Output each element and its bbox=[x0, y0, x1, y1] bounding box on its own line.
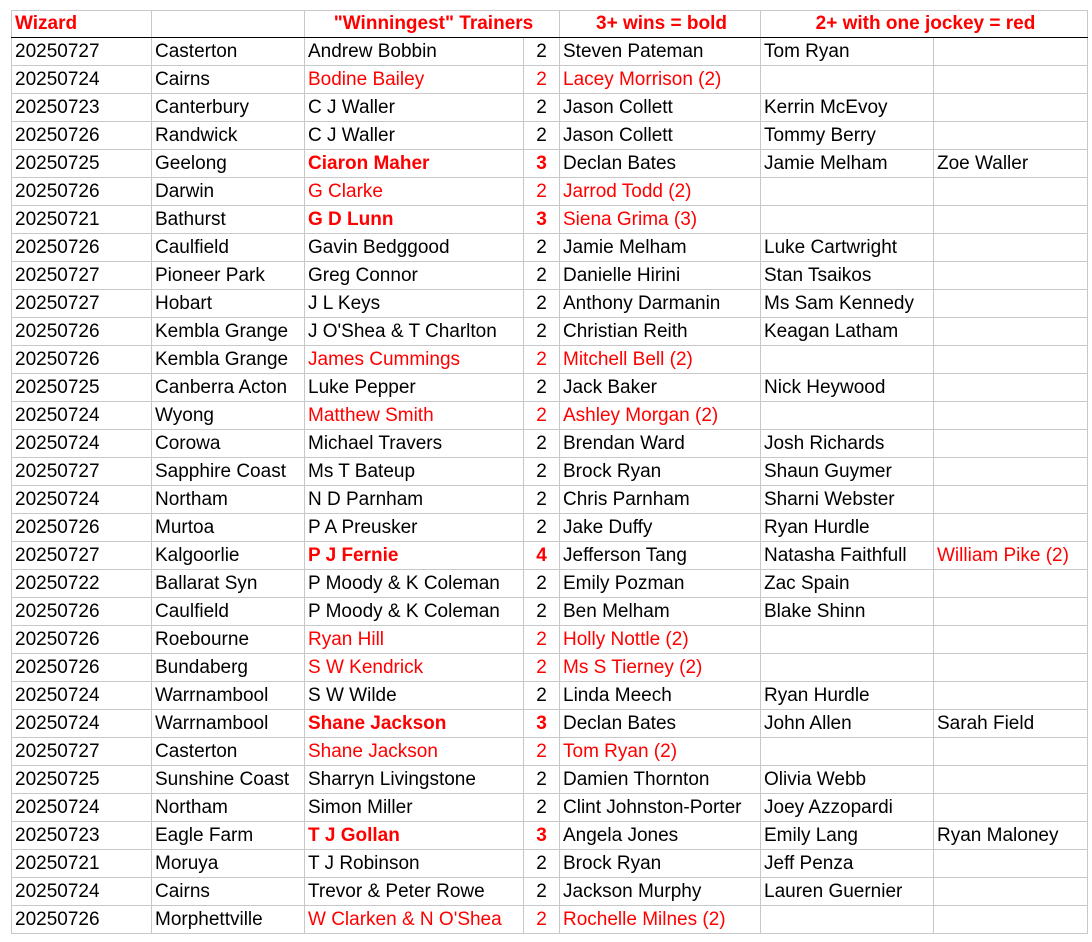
jockey-1-cell[interactable]: Anthony Darmanin bbox=[560, 290, 761, 318]
trainer-cell[interactable]: P Moody & K Coleman bbox=[305, 570, 524, 598]
wins-cell[interactable]: 2 bbox=[524, 794, 560, 822]
track-cell[interactable]: Moruya bbox=[152, 850, 305, 878]
jockey-1-cell[interactable]: Jason Collett bbox=[560, 94, 761, 122]
table-row bbox=[12, 38, 1088, 66]
track-cell[interactable]: Ballarat Syn bbox=[152, 570, 305, 598]
jockey-3-cell[interactable] bbox=[934, 850, 1088, 878]
jockey-3-cell[interactable] bbox=[934, 374, 1088, 402]
date-cell[interactable]: 20250726 bbox=[12, 234, 152, 262]
jockey-3-cell[interactable] bbox=[934, 402, 1088, 430]
jockey-2-cell[interactable] bbox=[761, 178, 934, 206]
jockey-3-cell[interactable] bbox=[934, 94, 1088, 122]
wins-cell[interactable]: 4 bbox=[524, 542, 560, 570]
jockey-3-cell[interactable] bbox=[934, 794, 1088, 822]
trainer-cell[interactable]: Bodine Bailey bbox=[305, 66, 524, 94]
trainer-cell[interactable]: Shane Jackson bbox=[305, 738, 524, 766]
track-cell[interactable]: Corowa bbox=[152, 430, 305, 458]
table-row bbox=[12, 906, 1088, 934]
jockey-3-cell[interactable] bbox=[934, 346, 1088, 374]
jockey-3-cell[interactable] bbox=[934, 682, 1088, 710]
wins-cell[interactable]: 2 bbox=[524, 654, 560, 682]
jockey-3-cell[interactable] bbox=[934, 38, 1088, 66]
jockey-2-cell[interactable]: Jamie Melham bbox=[761, 150, 934, 178]
jockey-2-cell[interactable] bbox=[761, 626, 934, 654]
track-cell[interactable]: Geelong bbox=[152, 150, 305, 178]
trainer-cell[interactable]: Simon Miller bbox=[305, 794, 524, 822]
jockey-1-cell[interactable]: Steven Pateman bbox=[560, 38, 761, 66]
jockey-3-cell[interactable] bbox=[934, 766, 1088, 794]
wins-cell[interactable]: 2 bbox=[524, 626, 560, 654]
track-cell[interactable]: Kalgoorlie bbox=[152, 542, 305, 570]
jockey-2-cell[interactable]: Stan Tsaikos bbox=[761, 262, 934, 290]
wins-cell[interactable]: 2 bbox=[524, 682, 560, 710]
date-cell[interactable]: 20250724 bbox=[12, 402, 152, 430]
wins-cell[interactable]: 2 bbox=[524, 66, 560, 94]
jockey-3-cell[interactable] bbox=[934, 514, 1088, 542]
header-red-rule[interactable]: 2+ with one jockey = red bbox=[761, 11, 1088, 38]
wins-cell[interactable]: 2 bbox=[524, 94, 560, 122]
trainer-cell[interactable]: S W Wilde bbox=[305, 682, 524, 710]
jockey-2-cell[interactable]: Ryan Hurdle bbox=[761, 682, 934, 710]
track-cell[interactable]: Sunshine Coast bbox=[152, 766, 305, 794]
jockey-1-cell[interactable]: Brendan Ward bbox=[560, 430, 761, 458]
jockey-3-cell[interactable] bbox=[934, 878, 1088, 906]
wins-cell[interactable]: 3 bbox=[524, 150, 560, 178]
wins-cell[interactable]: 2 bbox=[524, 346, 560, 374]
jockey-1-cell[interactable]: Jack Baker bbox=[560, 374, 761, 402]
jockey-1-cell[interactable]: Damien Thornton bbox=[560, 766, 761, 794]
date-cell[interactable]: 20250723 bbox=[12, 94, 152, 122]
track-cell[interactable]: Roebourne bbox=[152, 626, 305, 654]
jockey-1-cell[interactable]: Declan Bates bbox=[560, 710, 761, 738]
date-cell[interactable]: 20250726 bbox=[12, 598, 152, 626]
jockey-1-cell[interactable]: Jefferson Tang bbox=[560, 542, 761, 570]
table-row bbox=[12, 878, 1088, 906]
trainer-cell[interactable]: Michael Travers bbox=[305, 430, 524, 458]
track-cell[interactable]: Warrnambool bbox=[152, 682, 305, 710]
jockey-1-cell[interactable]: Rochelle Milnes (2) bbox=[560, 906, 761, 934]
track-cell[interactable]: Caulfield bbox=[152, 598, 305, 626]
jockey-1-cell[interactable]: Jake Duffy bbox=[560, 514, 761, 542]
track-cell[interactable]: Randwick bbox=[152, 122, 305, 150]
jockey-1-cell[interactable]: Brock Ryan bbox=[560, 458, 761, 486]
trainer-cell[interactable]: N D Parnham bbox=[305, 486, 524, 514]
jockey-2-cell[interactable] bbox=[761, 654, 934, 682]
date-cell[interactable]: 20250724 bbox=[12, 878, 152, 906]
jockey-3-cell[interactable]: Sarah Field bbox=[934, 710, 1088, 738]
jockey-3-cell[interactable]: Ryan Maloney bbox=[934, 822, 1088, 850]
date-cell[interactable]: 20250727 bbox=[12, 738, 152, 766]
date-cell[interactable]: 20250724 bbox=[12, 682, 152, 710]
track-cell[interactable]: Kembla Grange bbox=[152, 318, 305, 346]
table-row bbox=[12, 346, 1088, 374]
wins-cell[interactable]: 3 bbox=[524, 206, 560, 234]
jockey-3-cell[interactable] bbox=[934, 626, 1088, 654]
date-cell[interactable]: 20250725 bbox=[12, 374, 152, 402]
jockey-2-cell[interactable]: Emily Lang bbox=[761, 822, 934, 850]
trainer-cell[interactable]: T J Gollan bbox=[305, 822, 524, 850]
jockey-1-cell[interactable]: Danielle Hirini bbox=[560, 262, 761, 290]
table-row bbox=[12, 850, 1088, 878]
jockey-1-cell[interactable]: Jamie Melham bbox=[560, 234, 761, 262]
trainer-cell[interactable]: Ms T Bateup bbox=[305, 458, 524, 486]
jockey-3-cell[interactable] bbox=[934, 206, 1088, 234]
jockey-1-cell[interactable]: Christian Reith bbox=[560, 318, 761, 346]
jockey-3-cell[interactable] bbox=[934, 598, 1088, 626]
track-cell[interactable]: Casterton bbox=[152, 38, 305, 66]
wins-cell[interactable]: 2 bbox=[524, 906, 560, 934]
wins-cell[interactable]: 2 bbox=[524, 458, 560, 486]
date-cell[interactable]: 20250726 bbox=[12, 514, 152, 542]
jockey-2-cell[interactable] bbox=[761, 906, 934, 934]
jockey-2-cell[interactable]: Blake Shinn bbox=[761, 598, 934, 626]
trainer-cell[interactable]: Matthew Smith bbox=[305, 402, 524, 430]
jockey-2-cell[interactable]: Tommy Berry bbox=[761, 122, 934, 150]
date-cell[interactable]: 20250726 bbox=[12, 318, 152, 346]
header-row bbox=[12, 11, 1088, 38]
wins-cell[interactable]: 2 bbox=[524, 262, 560, 290]
trainer-cell[interactable]: Ryan Hill bbox=[305, 626, 524, 654]
jockey-1-cell[interactable]: Jackson Murphy bbox=[560, 878, 761, 906]
date-cell[interactable]: 20250727 bbox=[12, 542, 152, 570]
trainer-cell[interactable]: J O'Shea & T Charlton bbox=[305, 318, 524, 346]
table-row bbox=[12, 654, 1088, 682]
trainer-cell[interactable]: Trevor & Peter Rowe bbox=[305, 878, 524, 906]
wins-cell[interactable]: 2 bbox=[524, 878, 560, 906]
date-cell[interactable]: 20250724 bbox=[12, 66, 152, 94]
trainer-cell[interactable]: G Clarke bbox=[305, 178, 524, 206]
table-row bbox=[12, 514, 1088, 542]
jockey-1-cell[interactable]: Jason Collett bbox=[560, 122, 761, 150]
table-row bbox=[12, 234, 1088, 262]
jockey-2-cell[interactable]: Shaun Guymer bbox=[761, 458, 934, 486]
track-cell[interactable]: Bundaberg bbox=[152, 654, 305, 682]
track-cell[interactable]: Warrnambool bbox=[152, 710, 305, 738]
table-row bbox=[12, 402, 1088, 430]
track-cell[interactable]: Sapphire Coast bbox=[152, 458, 305, 486]
jockey-2-cell[interactable]: Sharni Webster bbox=[761, 486, 934, 514]
jockey-1-cell[interactable]: Ashley Morgan (2) bbox=[560, 402, 761, 430]
track-cell[interactable]: Canterbury bbox=[152, 94, 305, 122]
track-cell[interactable]: Cairns bbox=[152, 66, 305, 94]
header-track[interactable] bbox=[152, 11, 305, 38]
trainer-cell[interactable]: P J Fernie bbox=[305, 542, 524, 570]
jockey-2-cell[interactable]: Keagan Latham bbox=[761, 318, 934, 346]
jockey-3-cell[interactable] bbox=[934, 570, 1088, 598]
track-cell[interactable]: Morphettville bbox=[152, 906, 305, 934]
date-cell[interactable]: 20250725 bbox=[12, 766, 152, 794]
jockey-1-cell[interactable]: Declan Bates bbox=[560, 150, 761, 178]
table-row bbox=[12, 66, 1088, 94]
jockey-3-cell[interactable] bbox=[934, 178, 1088, 206]
jockey-3-cell[interactable]: William Pike (2) bbox=[934, 542, 1088, 570]
track-cell[interactable]: Canberra Acton bbox=[152, 374, 305, 402]
date-cell[interactable]: 20250724 bbox=[12, 486, 152, 514]
date-cell[interactable]: 20250722 bbox=[12, 570, 152, 598]
date-cell[interactable]: 20250725 bbox=[12, 150, 152, 178]
wins-cell[interactable]: 2 bbox=[524, 38, 560, 66]
jockey-1-cell[interactable]: Mitchell Bell (2) bbox=[560, 346, 761, 374]
wins-cell[interactable]: 2 bbox=[524, 570, 560, 598]
date-cell[interactable]: 20250726 bbox=[12, 346, 152, 374]
jockey-2-cell[interactable] bbox=[761, 402, 934, 430]
table-row bbox=[12, 374, 1088, 402]
header-bold-rule[interactable]: 3+ wins = bold bbox=[560, 11, 761, 38]
track-cell[interactable]: Bathurst bbox=[152, 206, 305, 234]
jockey-2-cell[interactable] bbox=[761, 346, 934, 374]
trainer-cell[interactable]: Ciaron Maher bbox=[305, 150, 524, 178]
jockey-1-cell[interactable]: Brock Ryan bbox=[560, 850, 761, 878]
jockey-2-cell[interactable]: Jeff Penza bbox=[761, 850, 934, 878]
table-row bbox=[12, 290, 1088, 318]
date-cell[interactable]: 20250726 bbox=[12, 626, 152, 654]
track-cell[interactable]: Caulfield bbox=[152, 234, 305, 262]
jockey-2-cell[interactable]: Ms Sam Kennedy bbox=[761, 290, 934, 318]
wins-cell[interactable]: 2 bbox=[524, 402, 560, 430]
jockey-2-cell[interactable]: Josh Richards bbox=[761, 430, 934, 458]
track-cell[interactable]: Darwin bbox=[152, 178, 305, 206]
jockey-1-cell[interactable]: Clint Johnston-Porter bbox=[560, 794, 761, 822]
table-row bbox=[12, 94, 1088, 122]
table-row bbox=[12, 262, 1088, 290]
jockey-1-cell[interactable]: Ben Melham bbox=[560, 598, 761, 626]
trainer-cell[interactable]: C J Waller bbox=[305, 94, 524, 122]
track-cell[interactable]: Hobart bbox=[152, 290, 305, 318]
jockey-3-cell[interactable] bbox=[934, 430, 1088, 458]
jockey-2-cell[interactable]: Natasha Faithfull bbox=[761, 542, 934, 570]
table-row bbox=[12, 570, 1088, 598]
header-winningest-trainers[interactable]: "Winningest" Trainers bbox=[305, 11, 560, 38]
jockey-3-cell[interactable] bbox=[934, 738, 1088, 766]
table-row bbox=[12, 150, 1088, 178]
jockey-1-cell[interactable]: Tom Ryan (2) bbox=[560, 738, 761, 766]
date-cell[interactable]: 20250721 bbox=[12, 850, 152, 878]
table-row bbox=[12, 178, 1088, 206]
wins-cell[interactable]: 3 bbox=[524, 710, 560, 738]
table-row bbox=[12, 822, 1088, 850]
date-cell[interactable]: 20250724 bbox=[12, 430, 152, 458]
jockey-2-cell[interactable]: Zac Spain bbox=[761, 570, 934, 598]
jockey-2-cell[interactable]: Olivia Webb bbox=[761, 766, 934, 794]
date-cell[interactable]: 20250724 bbox=[12, 710, 152, 738]
date-cell[interactable]: 20250727 bbox=[12, 262, 152, 290]
table-row bbox=[12, 458, 1088, 486]
jockey-3-cell[interactable] bbox=[934, 234, 1088, 262]
trainer-cell[interactable]: C J Waller bbox=[305, 122, 524, 150]
wins-cell[interactable]: 2 bbox=[524, 430, 560, 458]
wins-cell[interactable]: 2 bbox=[524, 122, 560, 150]
jockey-2-cell[interactable]: Joey Azzopardi bbox=[761, 794, 934, 822]
jockey-1-cell[interactable]: Jarrod Todd (2) bbox=[560, 178, 761, 206]
date-cell[interactable]: 20250723 bbox=[12, 822, 152, 850]
trainer-cell[interactable]: J L Keys bbox=[305, 290, 524, 318]
table-row bbox=[12, 626, 1088, 654]
trainer-cell[interactable]: P A Preusker bbox=[305, 514, 524, 542]
wins-cell[interactable]: 2 bbox=[524, 514, 560, 542]
jockey-3-cell[interactable] bbox=[934, 122, 1088, 150]
jockey-2-cell[interactable]: Luke Cartwright bbox=[761, 234, 934, 262]
jockey-1-cell[interactable]: Ms S Tierney (2) bbox=[560, 654, 761, 682]
jockey-2-cell[interactable]: Nick Heywood bbox=[761, 374, 934, 402]
wins-cell[interactable]: 2 bbox=[524, 290, 560, 318]
trainer-cell[interactable]: W Clarken & N O'Shea bbox=[305, 906, 524, 934]
trainer-cell[interactable]: Sharryn Livingstone bbox=[305, 766, 524, 794]
trainer-cell[interactable]: G D Lunn bbox=[305, 206, 524, 234]
track-cell[interactable]: Kembla Grange bbox=[152, 346, 305, 374]
track-cell[interactable]: Cairns bbox=[152, 878, 305, 906]
table-row bbox=[12, 738, 1088, 766]
jockey-2-cell[interactable]: Tom Ryan bbox=[761, 38, 934, 66]
wins-cell[interactable]: 2 bbox=[524, 178, 560, 206]
jockey-3-cell[interactable] bbox=[934, 906, 1088, 934]
date-cell[interactable]: 20250724 bbox=[12, 794, 152, 822]
jockey-3-cell[interactable] bbox=[934, 318, 1088, 346]
track-cell[interactable]: Northam bbox=[152, 486, 305, 514]
jockey-3-cell[interactable] bbox=[934, 458, 1088, 486]
wins-cell[interactable]: 3 bbox=[524, 822, 560, 850]
wins-cell[interactable]: 2 bbox=[524, 374, 560, 402]
table-row bbox=[12, 710, 1088, 738]
table-row bbox=[12, 122, 1088, 150]
jockey-2-cell[interactable]: Ryan Hurdle bbox=[761, 514, 934, 542]
jockey-1-cell[interactable]: Angela Jones bbox=[560, 822, 761, 850]
jockey-1-cell[interactable]: Emily Pozman bbox=[560, 570, 761, 598]
jockey-2-cell[interactable] bbox=[761, 66, 934, 94]
trainers-table bbox=[11, 10, 1088, 934]
jockey-1-cell[interactable]: Chris Parnham bbox=[560, 486, 761, 514]
jockey-3-cell[interactable] bbox=[934, 486, 1088, 514]
trainer-cell[interactable]: James Cummings bbox=[305, 346, 524, 374]
track-cell[interactable]: Murtoa bbox=[152, 514, 305, 542]
trainer-cell[interactable]: S W Kendrick bbox=[305, 654, 524, 682]
jockey-3-cell[interactable] bbox=[934, 66, 1088, 94]
wins-cell[interactable]: 2 bbox=[524, 766, 560, 794]
table-row bbox=[12, 682, 1088, 710]
trainer-cell[interactable]: Gavin Bedggood bbox=[305, 234, 524, 262]
jockey-1-cell[interactable]: Linda Meech bbox=[560, 682, 761, 710]
wins-cell[interactable]: 2 bbox=[524, 598, 560, 626]
track-cell[interactable]: Eagle Farm bbox=[152, 822, 305, 850]
table-row bbox=[12, 598, 1088, 626]
track-cell[interactable]: Northam bbox=[152, 794, 305, 822]
jockey-2-cell[interactable]: Lauren Guernier bbox=[761, 878, 934, 906]
date-cell[interactable]: 20250726 bbox=[12, 178, 152, 206]
track-cell[interactable]: Casterton bbox=[152, 738, 305, 766]
header-wizard[interactable]: Wizard bbox=[12, 11, 152, 38]
date-cell[interactable]: 20250727 bbox=[12, 290, 152, 318]
table-row bbox=[12, 486, 1088, 514]
date-cell[interactable]: 20250726 bbox=[12, 122, 152, 150]
date-cell[interactable]: 20250727 bbox=[12, 458, 152, 486]
jockey-1-cell[interactable]: Siena Grima (3) bbox=[560, 206, 761, 234]
table-row bbox=[12, 206, 1088, 234]
wins-cell[interactable]: 2 bbox=[524, 850, 560, 878]
jockey-3-cell[interactable] bbox=[934, 654, 1088, 682]
wins-cell[interactable]: 2 bbox=[524, 486, 560, 514]
date-cell[interactable]: 20250726 bbox=[12, 654, 152, 682]
wins-cell[interactable]: 2 bbox=[524, 234, 560, 262]
jockey-2-cell[interactable]: Kerrin McEvoy bbox=[761, 94, 934, 122]
jockey-3-cell[interactable] bbox=[934, 290, 1088, 318]
date-cell[interactable]: 20250727 bbox=[12, 38, 152, 66]
trainer-cell[interactable]: Andrew Bobbin bbox=[305, 38, 524, 66]
trainer-cell[interactable]: Greg Connor bbox=[305, 262, 524, 290]
wins-cell[interactable]: 2 bbox=[524, 318, 560, 346]
table-row bbox=[12, 766, 1088, 794]
trainer-cell[interactable]: T J Robinson bbox=[305, 850, 524, 878]
jockey-3-cell[interactable]: Zoe Waller bbox=[934, 150, 1088, 178]
table-row bbox=[12, 794, 1088, 822]
jockey-2-cell[interactable] bbox=[761, 738, 934, 766]
jockey-1-cell[interactable]: Lacey Morrison (2) bbox=[560, 66, 761, 94]
jockey-2-cell[interactable] bbox=[761, 206, 934, 234]
jockey-3-cell[interactable] bbox=[934, 262, 1088, 290]
trainer-cell[interactable]: Shane Jackson bbox=[305, 710, 524, 738]
track-cell[interactable]: Wyong bbox=[152, 402, 305, 430]
jockey-1-cell[interactable]: Holly Nottle (2) bbox=[560, 626, 761, 654]
date-cell[interactable]: 20250726 bbox=[12, 906, 152, 934]
date-cell[interactable]: 20250721 bbox=[12, 206, 152, 234]
table-row bbox=[12, 430, 1088, 458]
jockey-2-cell[interactable]: John Allen bbox=[761, 710, 934, 738]
track-cell[interactable]: Pioneer Park bbox=[152, 262, 305, 290]
table-row bbox=[12, 318, 1088, 346]
trainer-cell[interactable]: Luke Pepper bbox=[305, 374, 524, 402]
table-row bbox=[12, 542, 1088, 570]
trainer-cell[interactable]: P Moody & K Coleman bbox=[305, 598, 524, 626]
wins-cell[interactable]: 2 bbox=[524, 738, 560, 766]
